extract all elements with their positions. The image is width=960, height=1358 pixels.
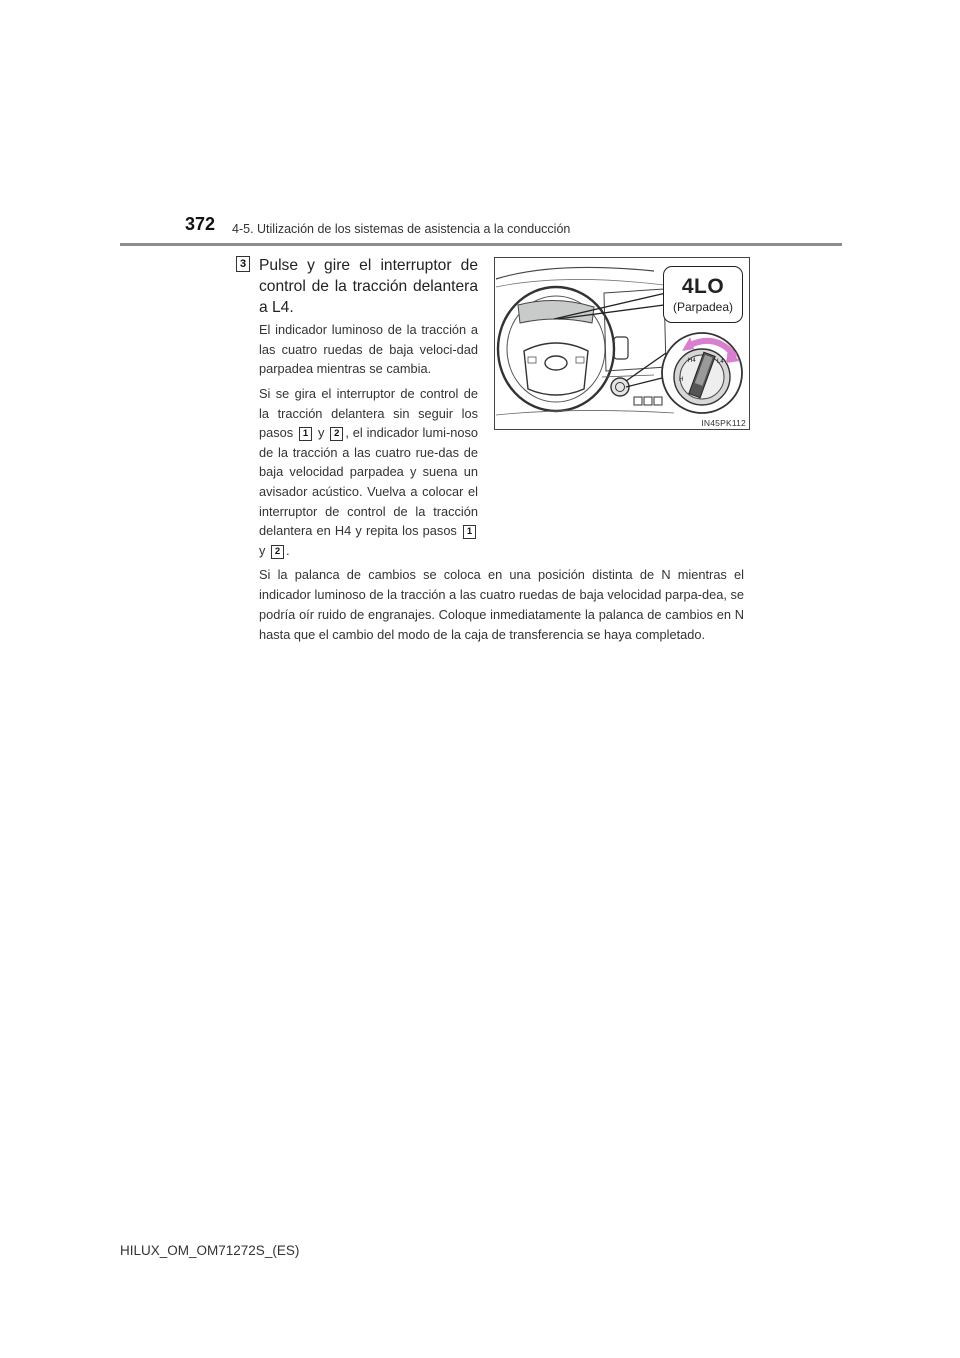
indicator-callout (663, 266, 743, 323)
footer-model-code: HILUX_OM_OM71272S_(ES) (120, 1243, 300, 1258)
dial-label: H (679, 377, 684, 383)
step-paragraph-warning (259, 384, 478, 560)
step-ref-badge: 2 (271, 545, 284, 559)
figure-code: IN45PK112 (701, 418, 746, 428)
indicator-status: (Parpadea) (672, 300, 734, 314)
step-paragraph-indicator: El indicador luminoso de la tracción a las cuatro ruedas de baja veloci-dad parpadea mientras se cambia. (259, 322, 478, 377)
para-text: y (318, 425, 325, 441)
para-text: . (285, 542, 290, 558)
para-text: Si se gira el interruptor de control de la tracción delantera sin seguir los pasos (259, 386, 478, 441)
step-ref-badge: 1 (463, 525, 476, 539)
header-divider (120, 243, 842, 246)
indicator-code: 4LO (681, 275, 725, 298)
section-title: 4-5. Utilización de los sistemas de asistencia a la conducción (232, 222, 571, 236)
para-text: y (259, 542, 266, 558)
note-paragraph: Si la palanca de cambios se coloca en una posición distinta de N mientras el indicador luminoso de la tracción a las cuatro ruedas de baja velocidad parpa-dea, se podría oír ruido de engranajes. Coloque inmediatamente la palanca de cambios en N hasta que el cambio del modo de la caja de transferencia se haya completado. (259, 567, 744, 642)
step-heading: Pulse y gire el interruptor de control de la tracción delantera a L4. (259, 257, 478, 316)
step-ref-badge: 2 (330, 427, 343, 441)
step-ref-badge: 1 (299, 427, 312, 441)
dial-label: L4 (717, 359, 724, 365)
para-text: , el indicador lumi-noso de la tracción a las cuatro rue-das de baja velocidad parpadea y suena un avisador acústico. Vuelva a colocar el interruptor de control de la tracción delantera en H4 y repita los pasos (259, 425, 478, 539)
step-number-badge: 3 (236, 256, 250, 272)
dashboard-illustration (494, 257, 750, 430)
dial-label: H4 (688, 358, 696, 364)
page-number: 372 (185, 214, 216, 234)
